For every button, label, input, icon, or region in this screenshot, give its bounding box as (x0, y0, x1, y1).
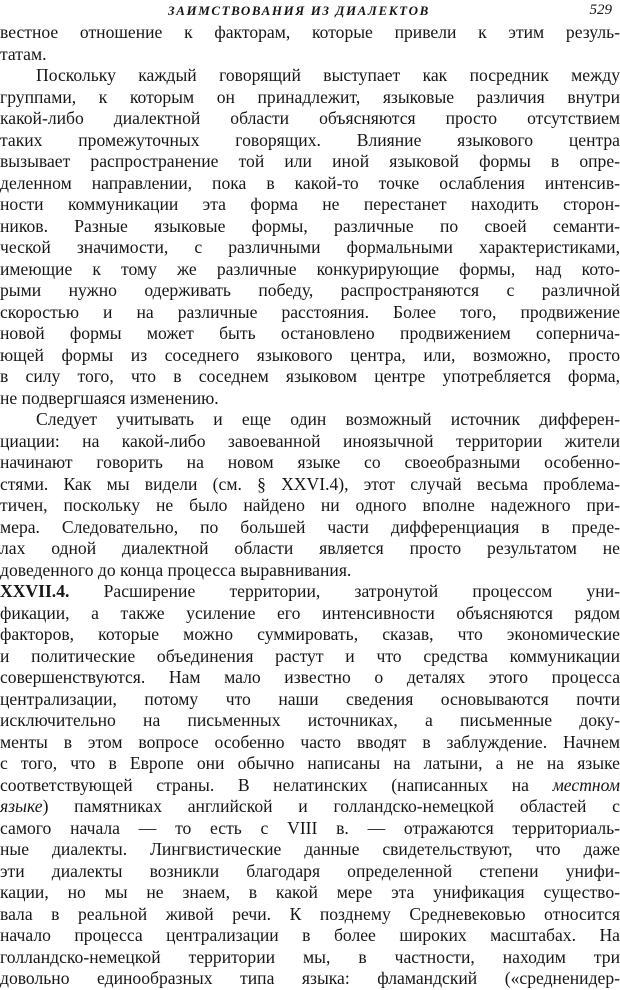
text-line: скоростью и на различные расстояния. Более того, продвижение (0, 301, 620, 322)
text-line: таких промежуточных говорящих. Влияние языкового центра (0, 129, 620, 150)
section-number: XXVII.4. (0, 581, 70, 601)
text-line: голландско-немецкой территории мы, в частности, находим три (0, 946, 620, 967)
text-line: начинают говорить на новом языке со своеобразными особенно- (0, 452, 620, 472)
page-number: 529 (589, 2, 612, 18)
text-segment: ) памятниках английской и голландско-немецкой областей с (42, 796, 620, 816)
text-line: с того, что в Европе они обычно написаны на латыни, а не на языке (0, 753, 620, 773)
text-body (0, 22, 620, 990)
text-line: группами, к которым он принадлежит, языковые различия внутри (0, 86, 620, 107)
paragraph-first-line: Следует учитывать и еще один возможный источник дифферен- (36, 409, 620, 429)
text-line: какой-либо диалектной области объясняются просто отсутствием (0, 108, 620, 128)
text-line: менты в этом вопросе особенно часто вводят в заблуждение. Начнем (0, 731, 620, 752)
text-line: централизации, потому что наши сведения основываются почти (0, 688, 620, 709)
text-segment: соответствующей страны. В нелатинских (написанных на (0, 774, 529, 795)
text-line: довольно единообразных типа языка: фламандский («средненидер- (0, 968, 620, 988)
text-line: ников. Разные языковые формы, различные по своей семанти- (0, 215, 620, 236)
text-line: самого начала — то есть с VIII в. — отражаются территориаль- (0, 817, 620, 838)
text-line-with-emphasis (0, 796, 620, 818)
text-line: начало процесса централизации в более широких масштабах. На (0, 925, 620, 945)
text-line: вестное отношение к факторам, которые привели к этим резуль- (0, 22, 620, 42)
text-line: фикации, а также усиление его интенсивности объясняются рядом (0, 602, 620, 623)
text-line: деленном направлении, пока в какой-то точке ослабления интенсив- (0, 172, 620, 193)
text-line: тичен, поскольку не было найдено ни одного вполне надежного при- (0, 495, 620, 515)
text-line: совершенствуются. Нам мало известно о деталях этого процесса (0, 667, 620, 687)
emphasis-text: языке (0, 796, 43, 816)
text-line: и политические объединения растут и что средства коммуникации (0, 645, 620, 666)
page-header (0, 0, 620, 22)
text-line: кации, но мы не знаем, в какой мере эта унификация существо- (0, 882, 620, 902)
text-line: ности коммуникации эта форма не перестанет находить сторон- (0, 194, 620, 214)
section-heading-line (0, 581, 620, 603)
text-line: в силу того, что в соседнем языковом центре употребляется форма, (0, 366, 620, 386)
text-line: ные диалекты. Лингвистические данные свидетельствуют, что даже (0, 839, 620, 859)
text-line: рыми нужно одерживать победу, распространяются с различной (0, 280, 620, 300)
text-line: стями. Как мы видели (см. § XXVI.4), этот случай весьма проблема- (0, 473, 620, 494)
text-line: ющей формы из соседнего языкового центра, или, возможно, просто (0, 344, 620, 365)
text-line: имеющие к тому же различные конкурирующие формы, над кото- (0, 258, 620, 279)
text-line: доведенного до конца процесса выравнивания. (0, 559, 352, 580)
emphasis-text: местном (552, 774, 620, 795)
paragraph-first-line: Поскольку каждый говорящий выступает как посредник между (36, 65, 620, 85)
text-line: татам. (0, 43, 47, 64)
running-head: ЗАИМСТВОВАНИЯ ИЗ ДИАЛЕКТОВ (168, 3, 430, 18)
text-line: эти диалекты возникли благодаря определенной степени унифи- (0, 860, 620, 881)
text-line: мера. Следовательно, по большей части дифференциация в преде- (0, 516, 620, 537)
text-line: исключительно на письменных источниках, а письменные доку- (0, 710, 620, 730)
text-line: новой формы может быть остановлено продвижением соперничa- (0, 323, 620, 343)
text-line: вызывает распространение той или иной языковой формы в опре- (0, 151, 620, 171)
text-line: факторов, которые можно суммировать, сказав, что экономические (0, 624, 620, 644)
section-text: Расширение территории, затронутой процессом уни- (103, 581, 620, 601)
text-line: ческой значимости, с различными формальными характеристиками, (0, 237, 620, 257)
text-line: циации: на какой-либо завоеванной иноязычной территории жители (0, 430, 620, 451)
text-line: лах одной диалектной области является просто результатом не (0, 538, 620, 558)
text-line: вала в реальной живой речи. К позднему Средневековью относится (0, 903, 620, 924)
text-line-with-emphasis (0, 775, 620, 797)
text-line: не подвергшаяся изменению. (0, 387, 219, 408)
